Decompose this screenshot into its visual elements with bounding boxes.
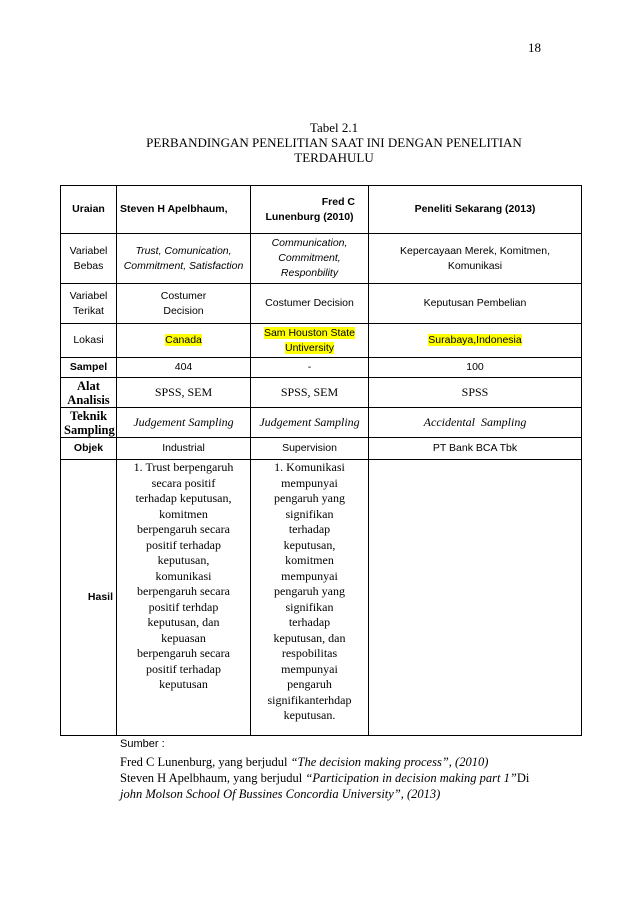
hasil-line: 1. Komunikasi <box>274 460 345 474</box>
source-text: Fred C Lunenburg, yang berjudul <box>120 755 291 769</box>
hasil-line: keputusan, dan <box>147 615 220 629</box>
cell-steven-objek: Industrial <box>117 438 251 460</box>
hasil-steven-text <box>120 460 247 693</box>
hasil-line: keputusan. <box>283 708 336 722</box>
highlighted-text: Canada <box>165 334 202 346</box>
cell-fred-terikat: Costumer Decision <box>251 284 369 324</box>
header-fred-line-1: Fred C <box>321 195 355 208</box>
source-text: Steven H Apelbhaum, yang berjudul <box>120 771 306 785</box>
hasil-line: mempunyai <box>281 475 338 490</box>
label-variabel-terikat <box>61 284 117 324</box>
cell-steven-terikat <box>117 284 251 324</box>
hasil-line: keputusan, dan <box>273 630 346 645</box>
cell-fred-lokasi <box>251 324 369 358</box>
cell-fred-alat: SPSS, SEM <box>251 378 369 408</box>
label-line: Variabel <box>69 244 108 257</box>
table-header-row <box>61 186 582 234</box>
source-label: Sumber : <box>120 738 165 750</box>
cell-line: Commitment, <box>278 252 341 264</box>
source-title: john Molson School Of Bussines Concordia University”, (2013) <box>120 787 441 801</box>
cell-peneliti-terikat: Keputusan Pembelian <box>369 284 582 324</box>
cell-fred-sampel: - <box>251 358 369 378</box>
table-heading-line-2: TERDAHULU <box>294 150 374 165</box>
table-title <box>128 120 540 165</box>
hasil-line: kepuasan <box>161 630 206 645</box>
source-block <box>120 738 590 802</box>
header-fred-line-2: Lunenburg (2010) <box>265 210 354 223</box>
cell-peneliti-sampel: 100 <box>369 358 582 378</box>
hasil-line: berpengaruh secara <box>137 584 230 598</box>
hasil-line: keputusan, <box>157 553 210 567</box>
highlighted-text: Sam Houston State <box>263 326 356 339</box>
hasil-line: mempunyai <box>281 568 338 583</box>
hasil-line: terhadap <box>288 615 331 629</box>
hasil-line: komitmen <box>285 553 334 567</box>
row-teknik-sampling <box>61 408 582 438</box>
cell-line: Costumer <box>160 289 207 302</box>
highlighted-text: Untiversity <box>284 341 334 354</box>
label-line: Alat <box>77 378 100 393</box>
hasil-line: keputusan, <box>283 537 336 552</box>
hasil-line: pengaruh yang <box>274 491 345 505</box>
hasil-line: 1. Trust berpengaruh <box>133 460 234 474</box>
label-sampel: Sampel <box>61 358 117 378</box>
row-hasil <box>61 460 582 736</box>
label-lokasi: Lokasi <box>61 324 117 358</box>
source-line-3 <box>120 786 590 802</box>
cell-fred-hasil <box>251 460 369 736</box>
label-variabel-bebas <box>61 234 117 284</box>
hasil-line: signifikan <box>285 506 334 521</box>
label-line: Bebas <box>73 259 104 272</box>
comparison-table <box>60 185 582 736</box>
hasil-line: secara positif <box>151 475 216 490</box>
header-peneliti: Peneliti Sekarang (2013) <box>369 186 582 234</box>
cell-peneliti-alat: SPSS <box>369 378 582 408</box>
row-variabel-terikat <box>61 284 582 324</box>
cell-steven-sampel: 404 <box>117 358 251 378</box>
cell-steven-alat: SPSS, SEM <box>117 378 251 408</box>
hasil-fred-text <box>254 460 365 724</box>
source-line-2 <box>120 770 590 786</box>
table-caption: Tabel 2.1 <box>309 120 359 135</box>
label-objek: Objek <box>61 438 117 460</box>
label-line: Variabel <box>69 289 108 302</box>
hasil-line: positif terhadap <box>146 537 221 552</box>
hasil-line: pengaruh <box>287 677 332 691</box>
cell-steven-lokasi <box>117 324 251 358</box>
cell-peneliti-lokasi <box>369 324 582 358</box>
label-teknik-sampling <box>61 408 117 438</box>
label-line: Analisis <box>67 392 110 407</box>
hasil-line: positif terhdap <box>148 599 219 614</box>
label-alat-analisis <box>61 378 117 408</box>
label-hasil: Hasil <box>61 460 117 736</box>
hasil-line: komunikasi <box>155 568 212 583</box>
cell-fred-teknik: Judgement Sampling <box>251 408 369 438</box>
row-alat-analisis <box>61 378 582 408</box>
cell-line: Responbility <box>280 267 339 279</box>
hasil-line: komitmen <box>159 506 208 521</box>
cell-fred-bebas <box>251 234 369 284</box>
row-variabel-bebas <box>61 234 582 284</box>
hasil-line: terhadap <box>288 522 331 536</box>
hasil-line: berpengaruh secara <box>137 646 230 660</box>
highlighted-text: Surabaya,Indonesia <box>428 334 522 346</box>
hasil-line: keputusan <box>159 677 208 691</box>
cell-peneliti-bebas: Kepercayaan Merek, Komitmen, Komunikasi <box>369 234 582 284</box>
hasil-line: terhadap keputusan, <box>135 491 232 505</box>
cell-line: Communication, <box>271 237 348 249</box>
row-lokasi <box>61 324 582 358</box>
cell-steven-teknik: Judgement Sampling <box>117 408 251 438</box>
cell-steven-hasil <box>117 460 251 736</box>
hasil-line: respobilitas <box>281 646 338 660</box>
label-line: Terikat <box>73 304 104 317</box>
row-sampel <box>61 358 582 378</box>
cell-steven-bebas <box>117 234 251 284</box>
cell-fred-objek: Supervision <box>251 438 369 460</box>
source-title: “The decision making process”, (2010) <box>290 755 489 769</box>
hasil-line: positif terhadap <box>146 661 221 676</box>
source-line-1 <box>120 754 590 770</box>
label-line: Sampling <box>64 422 115 437</box>
cell-peneliti-hasil <box>369 460 582 736</box>
cell-peneliti-teknik: Accidental Sampling <box>369 408 582 438</box>
hasil-line: berpengaruh secara <box>137 522 230 536</box>
row-objek <box>61 438 582 460</box>
table-heading-line-1: PERBANDINGAN PENELITIAN SAAT INI DENGAN PENELITIAN <box>146 135 522 150</box>
label-line: Teknik <box>69 408 108 423</box>
header-steven: Steven H Apelbhaum, <box>117 186 251 234</box>
cell-peneliti-objek: PT Bank BCA Tbk <box>369 438 582 460</box>
source-title: “Participation in decision making part 1” <box>305 771 517 785</box>
header-fred <box>251 186 369 234</box>
cell-line: Decision <box>163 304 204 317</box>
hasil-line: signifikan <box>285 599 334 614</box>
source-text: Di <box>516 771 530 785</box>
hasil-line: pengaruh yang <box>274 584 345 598</box>
header-uraian: Uraian <box>61 186 117 234</box>
cell-line: Trust, Comunication, <box>135 244 232 257</box>
hasil-line: mempunyai <box>281 661 338 676</box>
page-number: 18 <box>528 40 541 55</box>
cell-line: Commitment, Satisfaction <box>123 259 244 272</box>
hasil-line: signifikanterhdap <box>267 692 352 707</box>
